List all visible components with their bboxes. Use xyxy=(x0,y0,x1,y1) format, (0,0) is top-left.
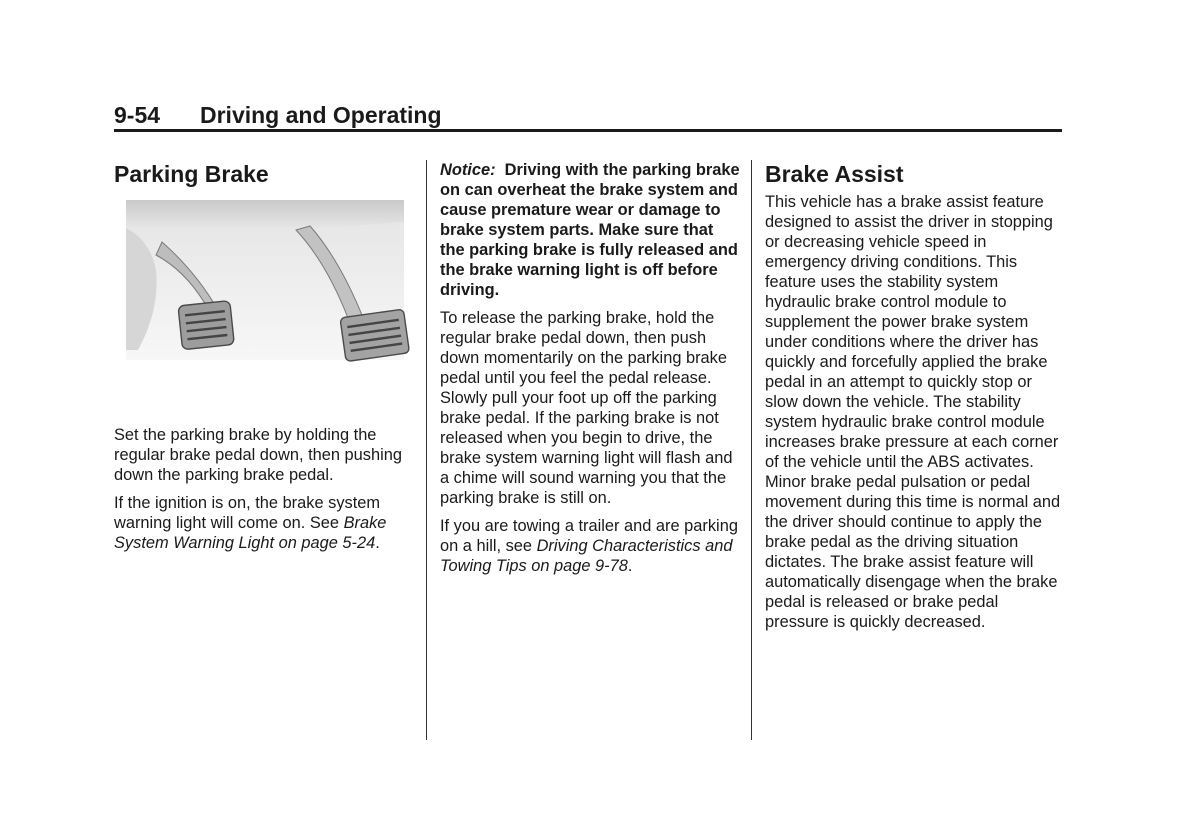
section-heading-parking-brake: Parking Brake xyxy=(114,161,269,187)
brake-assist-paragraph: This vehicle has a brake assist feature designed to assist the driver in stopping or decreasing vehicle speed in emergency driving conditions. This feature uses the stability system hydraulic brake control module to supplement the power brake system under conditions where the driver has quickly and forcefully applied the brake pedal in an attempt to quickly stop or slow down the vehicle. The stability system hydraulic brake control module increases brake pressure at each corner of the vehicle until the ABS activates. Minor brake pedal pulsation or pedal movement during this time is normal and the driver should continue to apply the brake pedal as the driving situation dictates. The brake assist feature will automatically disengage when the brake pedal is released or brake pedal pressure is quickly decreased. xyxy=(765,193,1061,631)
notice-label: Notice: xyxy=(440,161,496,179)
paragraph-text: If you are towing a trailer and are parking on a hill, see xyxy=(440,517,738,555)
pedals-illustration xyxy=(126,200,416,375)
parking-brake-ignition-paragraph xyxy=(114,493,414,553)
header-rule xyxy=(114,129,1062,132)
paragraph-text-end: . xyxy=(627,557,633,575)
column-brake-assist xyxy=(765,160,1065,640)
towing-paragraph xyxy=(440,516,740,576)
chapter-title: Driving and Operating xyxy=(200,102,442,128)
cross-reference-driving-towing[interactable]: Driving Characteristics and Towing Tips on page 9-78 xyxy=(440,537,733,575)
column-parking-brake-continued xyxy=(440,160,740,584)
section-heading-brake-assist: Brake Assist xyxy=(765,161,904,187)
cross-reference-brake-warning-light[interactable]: Brake System Warning Light on page 5-24 xyxy=(114,514,387,552)
parking-brake-set-paragraph: Set the parking brake by holding the regular brake pedal down, then pushing down the parking brake pedal. xyxy=(114,426,402,484)
column-parking-brake xyxy=(114,160,414,561)
paragraph-text-end: . xyxy=(375,534,380,552)
page-header xyxy=(114,100,1062,134)
notice-paragraph xyxy=(440,160,740,300)
paragraph-text: If the ignition is on, the brake system warning light will come on. See xyxy=(114,494,381,532)
parking-brake-pedal-illustration xyxy=(126,200,416,375)
release-parking-brake-paragraph: To release the parking brake, hold the regular brake pedal down, then push down momentarily on the parking brake pedal until you feel the pedal release. Slowly pull your foot up off the parking brake pedal. If the parking brake is not released when you begin to drive, the brake system warning light will flash and a chime will sound warning you that the parking brake is still on. xyxy=(440,309,733,507)
notice-text: Driving with the parking brake on can overheat the brake system and cause premature wear or damage to brake system parts. Make sure that the parking brake is fully released and the brake warning light is off before driving. xyxy=(440,161,740,299)
column-divider-2 xyxy=(751,160,752,740)
column-divider-1 xyxy=(426,160,427,740)
page-number: 9-54 xyxy=(114,102,161,128)
